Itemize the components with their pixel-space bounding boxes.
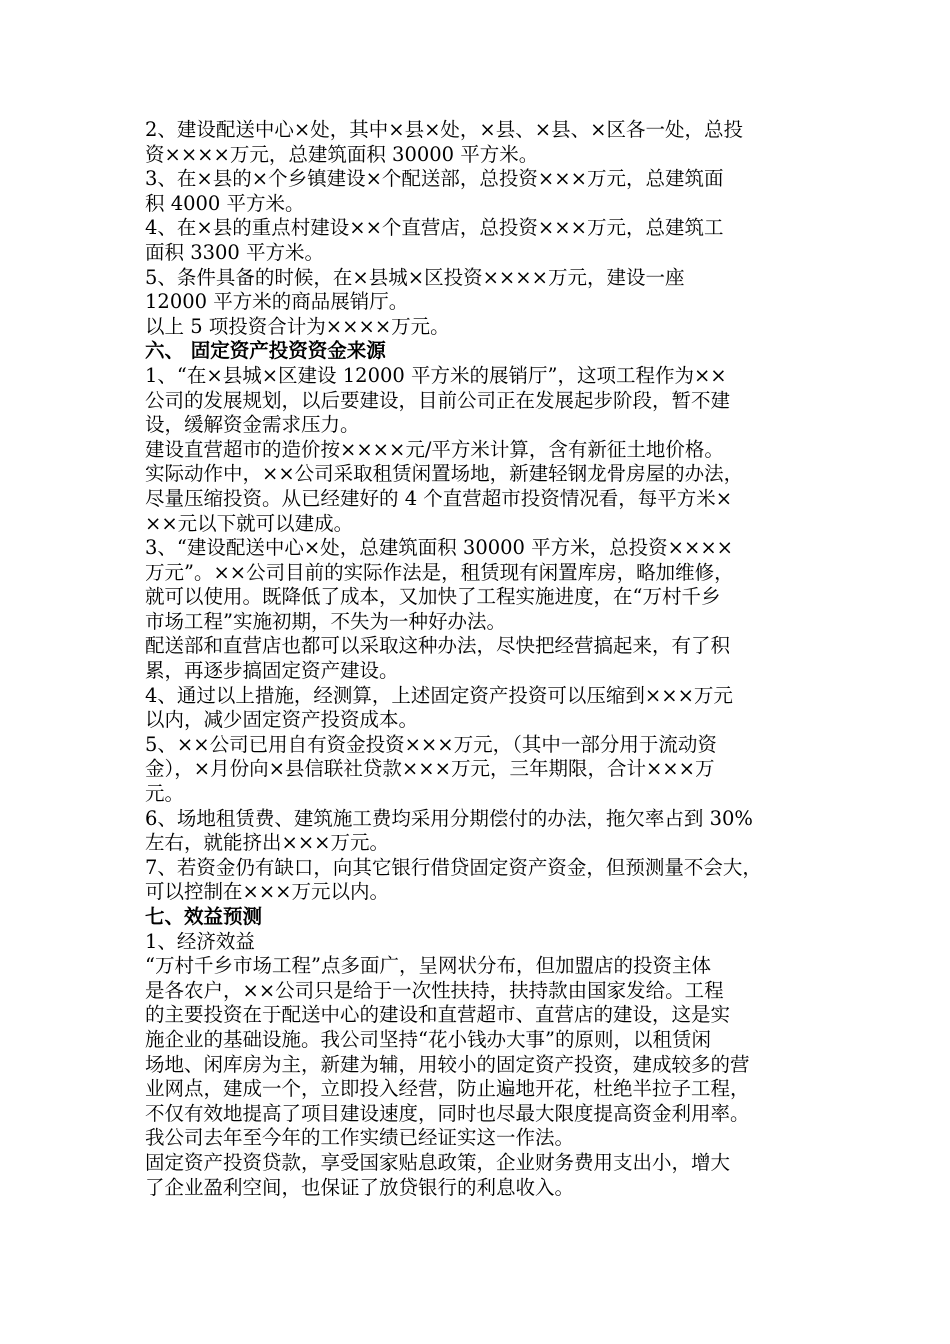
text-line: 市场工程”实施初期，不失为一种好办法。 bbox=[145, 609, 506, 633]
text-line: 就可以使用。既降低了成本，又加快了工程实施进度，在“万村千乡 bbox=[145, 585, 721, 609]
text-line: ××元以下就可以建成。 bbox=[145, 511, 354, 535]
text-line: 配送部和直营店也都可以采取这种办法，尽快把经营搞起来，有了积 bbox=[145, 634, 731, 658]
text-line: 尽量压缩投资。从已经建好的 4 个直营超市投资情况看，每平方米× bbox=[145, 486, 733, 510]
text-line: 1、“在×县城×区建设 12000 平方米的展销厅”，这项工程作为×× bbox=[145, 363, 727, 387]
text-line: 5、条件具备的时候，在×县城×区投资××××万元，建设一座 bbox=[145, 265, 685, 289]
text-line: “万村千乡市场工程”点多面广，呈网状分布，但加盟店的投资主体 bbox=[145, 954, 711, 978]
section-heading: 六、 固定资产投资资金来源 bbox=[145, 339, 386, 363]
text-line: 公司的发展规划，以后要建设，目前公司正在发展起步阶段，暂不建 bbox=[145, 388, 731, 412]
text-line: 固定资产投资贷款，享受国家贴息政策，企业财务费用支出小，增大 bbox=[145, 1150, 731, 1174]
text-line: 建设直营超市的造价按××××元/平方米计算，含有新征土地价格。 bbox=[145, 437, 724, 461]
text-line: 12000 平方米的商品展销厅。 bbox=[145, 290, 409, 314]
text-line: 元。 bbox=[145, 782, 185, 806]
text-line: 以上 5 项投资合计为××××万元。 bbox=[145, 314, 450, 338]
text-line: 左右，就能挤出×××万元。 bbox=[145, 831, 390, 855]
section-heading: 七、效益预测 bbox=[145, 905, 263, 928]
text-line: 施企业的基础设施。我公司坚持“花小钱办大事”的原则，以租赁闲 bbox=[145, 1027, 711, 1051]
document-body bbox=[145, 118, 815, 1200]
text-line: 万元”。××公司目前的实际作法是，租赁现有闲置库房，略加维修， bbox=[145, 560, 734, 584]
text-line: 资××××万元，总建筑面积 30000 平方米。 bbox=[145, 142, 539, 166]
text-line: 场地、闲库房为主，新建为辅，用较小的固定资产投资，建成较多的营 bbox=[145, 1052, 750, 1076]
text-line: 1、经济效益 bbox=[145, 929, 255, 953]
text-line: 业网点，建成一个，立即投入经营，防止遍地开花，杜绝半拉子工程， bbox=[145, 1077, 750, 1101]
text-line: 6、场地租赁费、建筑施工费均采用分期偿付的办法，拖欠率占到 30% bbox=[145, 806, 753, 830]
text-line: 的主要投资在于配送中心的建设和直营超市、直营店的建设，这是实 bbox=[145, 1003, 731, 1027]
text-line: 不仅有效地提高了项目建设速度，同时也尽最大限度提高资金利用率。 bbox=[145, 1101, 750, 1125]
text-line: 了企业盈利空间，也保证了放贷银行的利息收入。 bbox=[145, 1175, 575, 1199]
text-line: 面积 3300 平方米。 bbox=[145, 240, 325, 264]
text-line: 是各农户，××公司只是给于一次性扶持，扶持款由国家发给。工程 bbox=[145, 978, 724, 1002]
text-line: 7、若资金仍有缺口，向其它银行借贷固定资产资金，但预测量不会大， bbox=[145, 855, 762, 879]
text-line: 可以控制在×××万元以内。 bbox=[145, 880, 390, 904]
text-line: 4、在×县的重点村建设××个直营店，总投资×××万元，总建筑工 bbox=[145, 216, 724, 240]
text-line: 以内，减少固定资产投资成本。 bbox=[145, 708, 419, 732]
text-line: 5、××公司已用自有资金投资×××万元，（其中一部分用于流动资 bbox=[145, 732, 717, 756]
text-line: 积 4000 平方米。 bbox=[145, 191, 305, 215]
text-line: 设，缓解资金需求压力。 bbox=[145, 413, 360, 437]
text-line: 2、建设配送中心×处，其中×县×处，×县、×县、×区各一处，总投 bbox=[145, 118, 743, 141]
text-line: 累，再逐步搞固定资产建设。 bbox=[145, 659, 399, 683]
text-line: 实际动作中，××公司采取租赁闲置场地，新建轻钢龙骨房屋的办法， bbox=[145, 462, 744, 486]
text-line: 我公司去年至今年的工作实绩已经证实这一作法。 bbox=[145, 1126, 575, 1150]
text-line: 4、通过以上措施，经测算，上述固定资产投资可以压缩到×××万元 bbox=[145, 683, 733, 707]
text-line: 3、在×县的×个乡镇建设×个配送部，总投资×××万元，总建筑面 bbox=[145, 167, 724, 191]
text-line: 金），×月份向×县信联社贷款×××万元，三年期限，合计×××万 bbox=[145, 757, 715, 781]
text-line: 3、“建设配送中心×处，总建筑面积 30000 平方米，总投资×××× bbox=[145, 536, 733, 560]
